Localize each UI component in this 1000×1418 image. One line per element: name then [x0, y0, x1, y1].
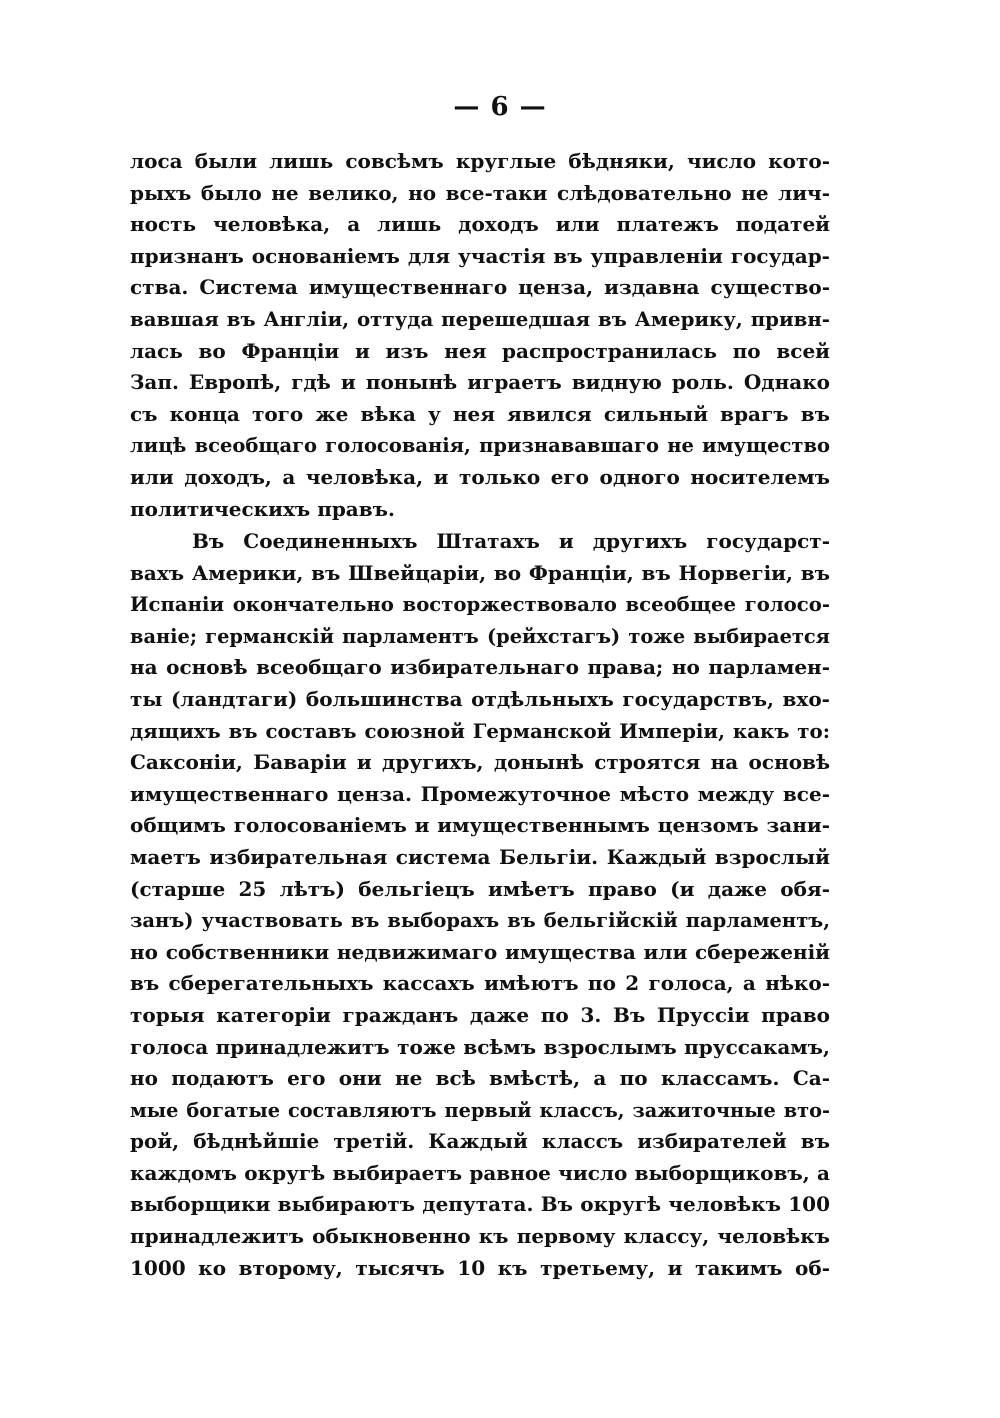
text-line: дящихъ въ составъ союзной Германской Имперіи, какъ то: [130, 718, 830, 743]
text-line: или доходъ, а человѣка, и только его одного носителемъ [130, 464, 830, 489]
text-line: на основѣ всеобщаго избирательнаго права; но парламен- [130, 655, 830, 680]
text-line: занъ) участвовать въ выборахъ въ бельгійскій парламентъ, [130, 909, 830, 933]
text-line: выборщики выбираютъ депутата. Въ округѣ человѣкъ 100 [130, 1192, 830, 1217]
text-line: политическихъ правъ. [130, 496, 395, 521]
text-line: голоса принадлежитъ тоже всѣмъ взрослымъ пруссакамъ, [130, 1034, 830, 1059]
text-line: маетъ избирательная система Бельгіи. Каждый взрослый [130, 844, 830, 869]
text-line: (старше 25 лѣтъ) бельгіецъ имѣетъ право (и даже обя- [130, 876, 830, 901]
text-line: въ сберегательныхъ кассахъ имѣютъ по 2 голоса, а нѣко- [130, 971, 830, 996]
text-line: ства. Система имущественнаго ценза, издавна существо- [130, 275, 830, 300]
text-line: рыхъ было не велико, но все-таки слѣдовательно не лич- [130, 180, 830, 205]
text-line: лась во Франціи и изъ нея распространилась по всей [130, 338, 830, 363]
text-line: Въ Соединенныхъ Штатахъ и другихъ государст- [192, 529, 830, 553]
text-line: вавшая въ Англіи, оттуда перешедшая въ Америку, привн- [130, 306, 830, 331]
text-line: рой, бѣднѣйшіе третій. Каждый классъ избирателей въ [130, 1129, 830, 1154]
text-line: признанъ основаніемъ для участія въ управленіи государ- [130, 243, 830, 268]
text-line: съ конца того же вѣка у нея явился сильный врагъ въ [130, 401, 830, 426]
text-line: Испаніи окончательно восторжествовало всеобщее голосо- [130, 593, 830, 617]
text-line: ты (ландтаги) большинства отдѣльныхъ государствъ, вхо- [130, 686, 830, 711]
text-line: принадлежитъ обыкновенно къ первому классу, человѣкъ [130, 1224, 830, 1249]
text-line: вахъ Америки, въ Швейцаріи, во Франціи, въ Норвегіи, въ [130, 560, 830, 585]
text-line: общимъ голосованіемъ и имущественнымъ цензомъ зани- [130, 813, 830, 838]
text-line: Саксоніи, Баваріи и другихъ, донынѣ строятся на основѣ [130, 750, 830, 775]
text-line: но подаютъ его они не всѣ вмѣстѣ, а по классамъ. Са- [130, 1066, 830, 1091]
text-line: ность человѣка, а лишь доходъ или платежъ податей [130, 212, 830, 237]
text-line: Зап. Европѣ, гдѣ и понынѣ играетъ видную роль. Однако [130, 370, 830, 395]
text-line: каждомъ округѣ выбираетъ равное число выборщиковъ, а [130, 1160, 830, 1185]
text-line: лоса были лишь совсѣмъ круглые бѣдняки, число кото- [130, 149, 830, 173]
text-line: торыя категоріи гражданъ даже по 3. Въ Пруссіи право [130, 1002, 830, 1027]
text-line: но собственники недвижимаго имущества или сбереженій [130, 939, 830, 964]
paragraph-2 [130, 526, 830, 1284]
text-line: 1000 ко второму, тысячъ 10 къ третьему, и такимъ об- [130, 1255, 830, 1280]
paragraph-1 [130, 146, 830, 525]
text-line: ваніе; германскій парламентъ (рейхстагъ) тоже выбирается [130, 624, 830, 648]
text-line: имущественнаго ценза. Промежуточное мѣсто между все- [130, 781, 830, 806]
page-number: — 6 — [453, 92, 547, 122]
text-line: мые богатые составляютъ первый классъ, зажиточные вто- [130, 1098, 830, 1122]
text-line: лицѣ всеобщаго голосованія, признававшаго не имущество [130, 434, 830, 458]
